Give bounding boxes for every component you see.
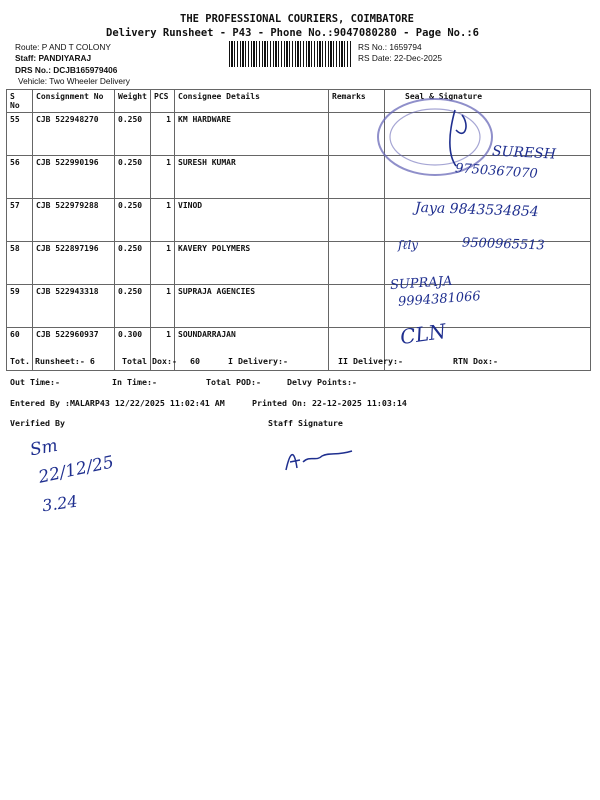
cell-pcs: 1 [151, 328, 175, 371]
cell-pcs: 1 [151, 285, 175, 328]
cell-consignee: SUPRAJA AGENCIES [175, 285, 329, 328]
cell-pcs: 1 [151, 113, 175, 156]
cell-pcs: 1 [151, 156, 175, 199]
runsheet-subtitle: Delivery Runsheet - P43 - Phone No.:9047080280 - Page No.:6 [106, 27, 479, 39]
col-header-seal: Seal & Signature [385, 90, 591, 113]
verified-by-label: Verified By [10, 418, 65, 428]
staff-signature-label: Staff Signature [268, 418, 343, 428]
cell-consignee: KM HARDWARE [175, 113, 329, 156]
handwritten-jaya: Jaya 9843534854 [414, 199, 539, 221]
handwritten-verified-initials: Sm [28, 435, 60, 461]
vehicle-text: Vehicle: Two Wheeler Delivery [18, 76, 130, 86]
col-header-consignee: Consignee Details [175, 90, 329, 113]
handwritten-phone-supraja: 9994381066 [397, 289, 482, 310]
cell-sno: 59 [7, 285, 33, 328]
handwritten-verified-time: 3.24 [40, 491, 79, 516]
cell-weight: 0.250 [115, 199, 151, 242]
entered-by: Entered By :MALARP43 12/22/2025 11:02:41 AM [10, 398, 225, 408]
cell-sno: 58 [7, 242, 33, 285]
cell-consignment: CJB 522960937 [33, 328, 115, 371]
cell-weight: 0.300 [115, 328, 151, 371]
in-time: In Time:- [112, 377, 157, 387]
cell-weight: 0.250 [115, 242, 151, 285]
cell-consignment: CJB 522990196 [33, 156, 115, 199]
drs-number: DRS No.: DCJB165979406 [15, 65, 118, 75]
total-dox-label: Total Dox:- [122, 356, 177, 366]
cell-consignment: CJB 522979288 [33, 199, 115, 242]
handwritten-sign-59: ſℓly [398, 238, 419, 252]
handwritten-supraja: SUPRAJA [389, 273, 453, 294]
i-delivery: I Delivery:- [228, 356, 288, 366]
col-header-sno: S No [7, 90, 33, 113]
printed-on: Printed On: 22-12-2025 11:03:14 [252, 398, 407, 408]
out-time: Out Time:- [10, 377, 60, 387]
cell-sno: 60 [7, 328, 33, 371]
rs-date: RS Date: 22-Dec-2025 [358, 53, 442, 63]
cell-sno: 56 [7, 156, 33, 199]
handwritten-phone-suresh: 9750367070 [454, 161, 539, 182]
handwritten-verified-date: 22/12/25 [36, 452, 116, 488]
staff-text: Staff: PANDIYARAJ [15, 53, 92, 63]
cell-consignee: KAVERY POLYMERS [175, 242, 329, 285]
handwritten-cln: CLN [398, 318, 448, 350]
cell-weight: 0.250 [115, 113, 151, 156]
handwritten-suresh: SURESH [491, 143, 557, 163]
ii-delivery: II Delivery:- [338, 356, 403, 366]
cell-consignee: VINOD [175, 199, 329, 242]
cell-pcs: 1 [151, 199, 175, 242]
cell-consignment: CJB 522943318 [33, 285, 115, 328]
cell-weight: 0.250 [115, 285, 151, 328]
cell-sno: 55 [7, 113, 33, 156]
col-header-weight: Weight [115, 90, 151, 113]
cell-consignment: CJB 522948270 [33, 113, 115, 156]
company-title: THE PROFESSIONAL COURIERS, COIMBATORE [180, 13, 414, 25]
col-header-consignment: Consignment No [33, 90, 115, 113]
cell-sno: 57 [7, 199, 33, 242]
cell-consignee: SURESH KUMAR [175, 156, 329, 199]
rtn-dox: RTN Dox:- [453, 356, 498, 366]
total-runsheet: Tot. Runsheet:- 6 [10, 356, 95, 366]
col-header-remarks: Remarks [329, 90, 385, 113]
col-header-pcs: PCS [151, 90, 175, 113]
delivery-points: Delvy Points:- [287, 377, 357, 387]
cell-pcs: 1 [151, 242, 175, 285]
route-text: Route: P AND T COLONY [15, 42, 111, 52]
total-pod: Total POD:- [206, 377, 261, 387]
total-dox-value: 60 [190, 356, 200, 366]
rs-number: RS No.: 1659794 [358, 42, 422, 52]
cell-consignee: SOUNDARRAJAN [175, 328, 329, 371]
cell-consignment: CJB 522897196 [33, 242, 115, 285]
cell-weight: 0.250 [115, 156, 151, 199]
handwritten-phone-kavery: 9500965513 [461, 235, 545, 254]
